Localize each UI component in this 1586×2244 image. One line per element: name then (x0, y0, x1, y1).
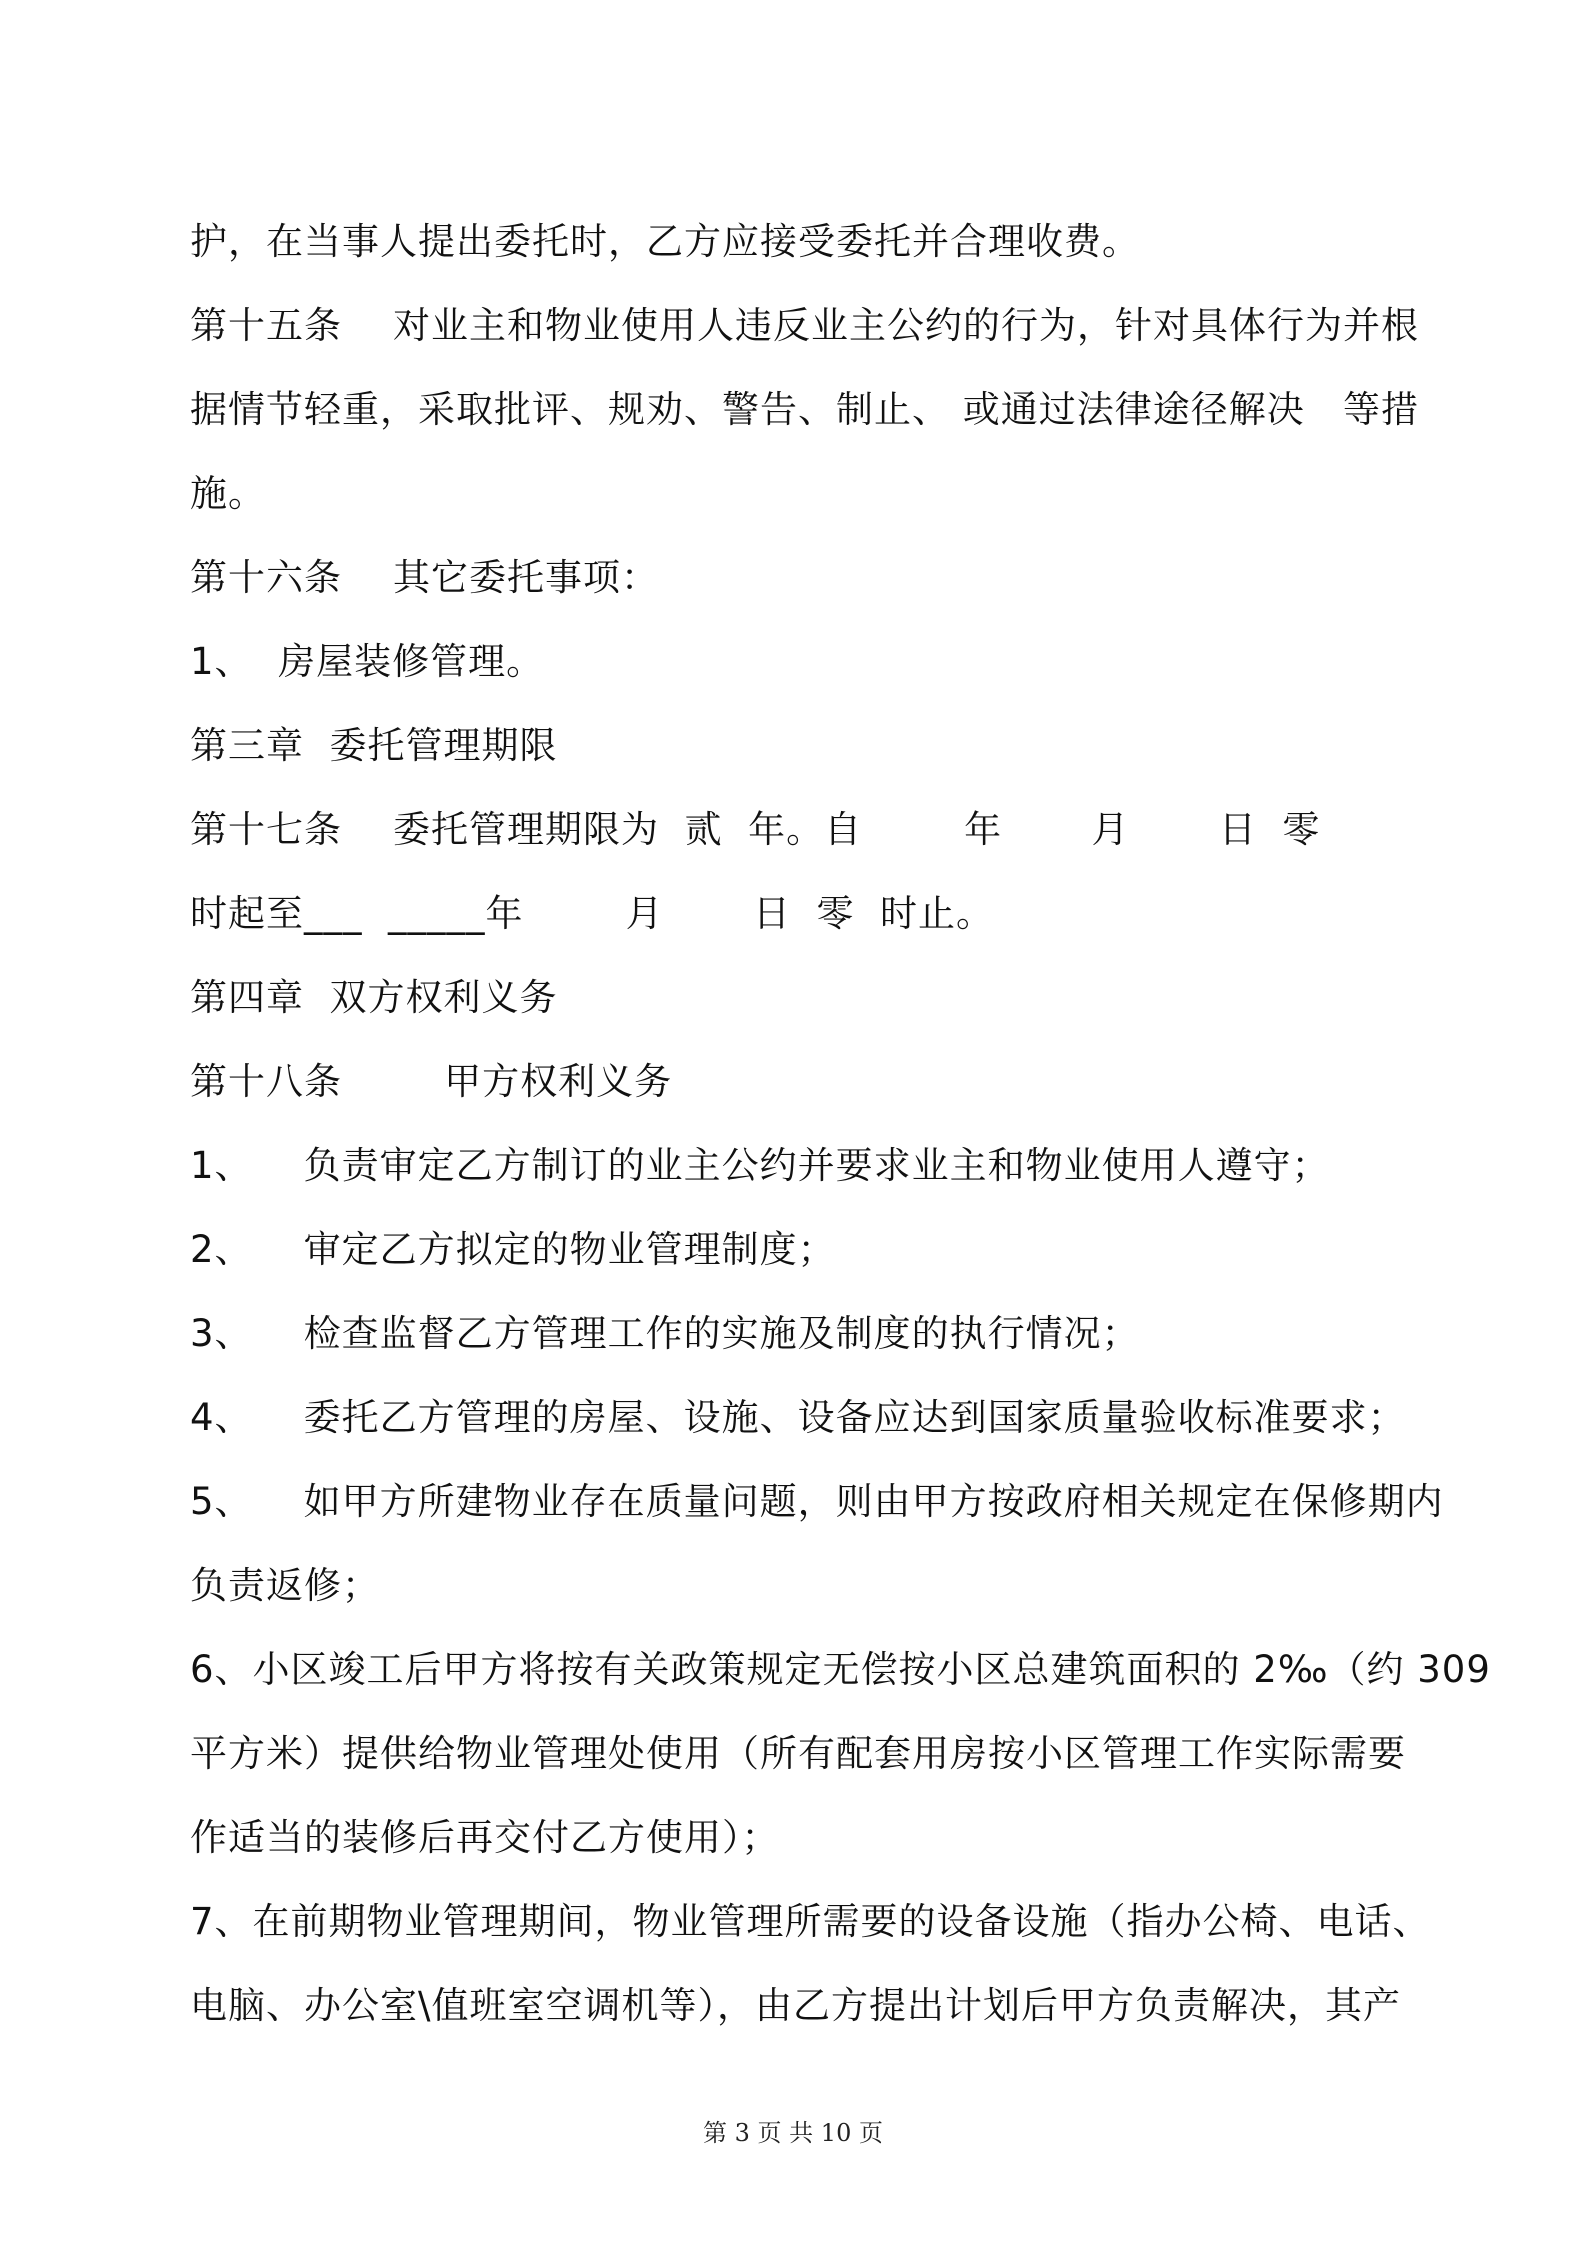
article-16-line: 第十六条 其它委托事项： (190, 556, 660, 599)
text-line: 平方米）提供给物业管理处使用（所有配套用房按小区管理工作实际需要 (190, 1732, 1406, 1775)
list-item: 2、 审定乙方拟定的物业管理制度； (190, 1228, 836, 1271)
text-line: 施。 (190, 472, 266, 515)
chapter-4-heading: 第四章 双方权利义务 (190, 976, 558, 1019)
list-item: 1、 房屋装修管理。 (190, 640, 545, 683)
chapter-3-heading: 第三章 委托管理期限 (190, 724, 558, 767)
article-15-line: 第十五条 对业主和物业使用人违反业主公约的行为，针对具体行为并根 (190, 304, 1420, 347)
text-line: 作适当的装修后再交付乙方使用）； (190, 1816, 780, 1859)
text-line: 时起至___ _____年 月 日 零 时止。 (190, 892, 994, 935)
text-line: 负责返修； (190, 1564, 380, 1607)
article-17-line: 第十七条 委托管理期限为 贰 年。自 年 月 日 零 (190, 808, 1321, 851)
list-item: 5、 如甲方所建物业存在质量问题，则由甲方按政府相关规定在保修期内 (190, 1480, 1444, 1523)
text-line: 电脑、办公室\值班室空调机等），由乙方提出计划后甲方负责解决，其产 (190, 1984, 1401, 2027)
text-line: 护，在当事人提出委托时，乙方应接受委托并合理收费。 (190, 220, 1140, 263)
text-line: 据情节轻重，采取批评、规劝、警告、制止、 或通过法律途径解决 等措 (190, 388, 1420, 431)
list-item: 7、在前期物业管理期间，物业管理所需要的设备设施（指办公椅、电话、 (190, 1900, 1431, 1943)
list-item: 3、 检查监督乙方管理工作的实施及制度的执行情况； (190, 1312, 1140, 1355)
article-18-line: 第十八条 甲方权利义务 (190, 1060, 673, 1103)
list-item: 6、小区竣工后甲方将按有关政策规定无偿按小区总建筑面积的 2‰（约 309 (190, 1648, 1491, 1691)
list-item: 4、 委托乙方管理的房屋、设施、设备应达到国家质量验收标准要求； (190, 1396, 1406, 1439)
list-item: 1、 负责审定乙方制订的业主公约并要求业主和物业使用人遵守； (190, 1144, 1330, 1187)
page-number-footer: 第 3 页 共 10 页 (703, 2119, 883, 2147)
document-body (190, 200, 1491, 2048)
